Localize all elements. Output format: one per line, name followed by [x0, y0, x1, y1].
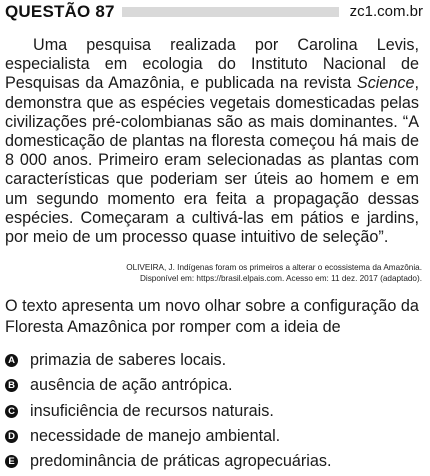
question-header	[5, 2, 423, 22]
header-divider-bar	[122, 7, 339, 17]
journal-name: Science	[356, 74, 415, 93]
option-c-text: insuficiência de recursos naturais.	[30, 401, 274, 420]
option-c-letter-icon: C	[5, 405, 18, 418]
option-d-text: necessidade de manejo ambiental.	[30, 427, 281, 446]
answer-options	[5, 348, 423, 474]
passage-paragraph	[5, 36, 419, 247]
option-a[interactable]	[5, 348, 423, 373]
option-a-letter-icon: A	[5, 354, 18, 367]
reading-passage	[5, 36, 419, 247]
question-stem: O texto apresenta um novo olhar sobre a configuração da Floresta Amazônica por romper com a ideia de	[5, 297, 419, 336]
option-c[interactable]	[5, 399, 423, 424]
source-citation	[22, 262, 422, 284]
option-d-letter-icon: D	[5, 430, 18, 443]
option-a-text: primazia de saberes locais.	[30, 351, 227, 370]
citation-line-2: Disponível em: https://brasil.elpais.com. Acesso em: 11 dez. 2017 (adaptado).	[139, 274, 422, 283]
site-watermark: zc1.com.br	[349, 3, 423, 20]
question-number: QUESTÃO 87	[5, 2, 115, 21]
option-d[interactable]	[5, 424, 423, 449]
option-b-letter-icon: B	[5, 379, 18, 392]
option-b-text: ausência de ação antrópica.	[30, 376, 233, 395]
option-e-text: predominância de práticas agropecuárias.	[30, 452, 332, 471]
option-b[interactable]	[5, 373, 423, 398]
option-e[interactable]	[5, 449, 423, 474]
citation-line-1: OLIVEIRA, J. Indígenas foram os primeiros a alterar o ecossistema da Amazônia.	[126, 263, 422, 272]
passage-text: Uma pesquisa realizada por Carolina Levis, especialista em ecologia do Instituto Nacional de Pesquisas da Amazônia, e publicada na revista	[5, 36, 419, 93]
passage-text-continued: , demonstra que as espécies vegetais domesticadas pelas civilizações pré-colombianas são as mais dominantes. “A domesticação de plantas na floresta começou há mais de 8 000 anos. Primeiro eram selecionadas as plantas com características que poderiam ser úteis ao homem e em um segundo momento era feita a propagação dessas espécies. Começaram a cultivá-las em pátios e jardins, por meio de um processo quase intuitivo de seleção”.	[5, 74, 419, 247]
option-e-letter-icon: E	[5, 455, 18, 468]
